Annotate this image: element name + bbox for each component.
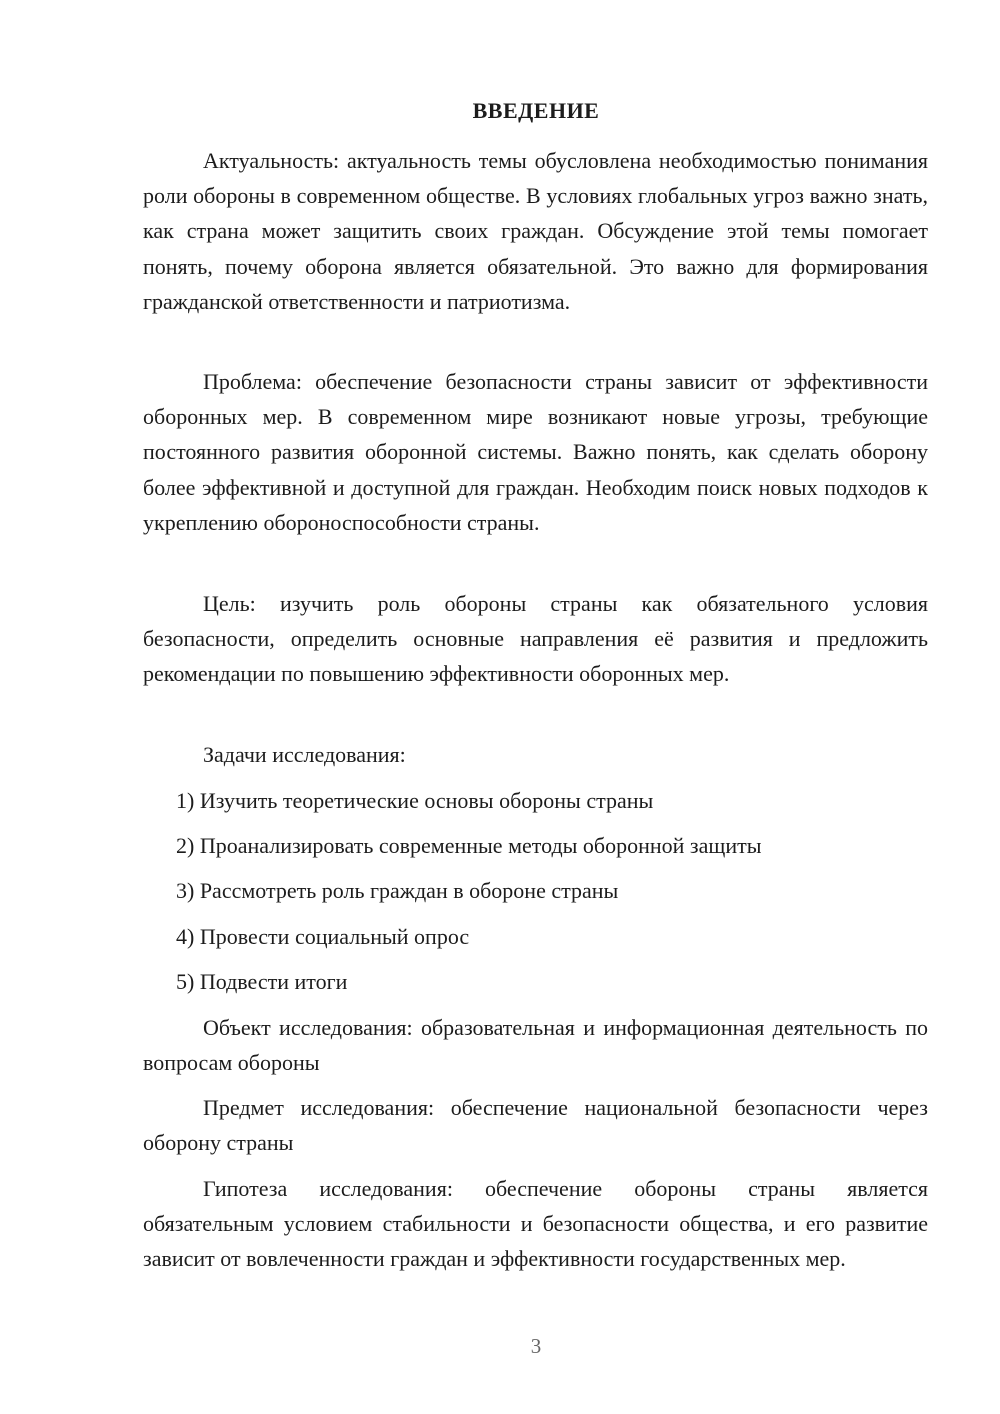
paragraph-relevance: Актуальность: актуальность темы обусловлена необходимостью понимания роли обороны в современном обществе. В условиях глобальных угроз важно знать, как страна может защитить своих граждан. Обсуждение этой темы помогает понять, почему оборона является обязательной. Это важно для формирования гражданской ответственности и патриотизма.	[143, 148, 928, 314]
tasks-heading: Задачи исследования:	[203, 742, 406, 767]
paragraph-goal: Цель: изучить роль обороны страны как обязательного условия безопасности, определить основные направления её развития и предложить рекомендации по повышению эффективности оборонных мер.	[143, 591, 928, 687]
page-number: 3	[530, 1334, 542, 1358]
paragraph-problem: Проблема: обеспечение безопасности страны зависит от эффективности оборонных мер. В современном мире возникают новые угрозы, требующие постоянного развития оборонной системы. Важно понять, как сделать оборону более эффективной и доступной для граждан. Необходим поиск новых подходов к укреплению обороноспособности страны.	[143, 369, 928, 535]
task-item-2: 2) Проанализировать современные методы оборонной защиты	[176, 833, 762, 858]
paragraph-hypothesis: Гипотеза исследования: обеспечение обороны страны является обязательным условием стабильности и безопасности общества, и его развитие зависит от вовлеченности граждан и эффективности государственных мер.	[143, 1176, 928, 1272]
task-item-4: 4) Провести социальный опрос	[176, 924, 470, 949]
task-item-1: 1) Изучить теоретические основы обороны страны	[176, 788, 654, 813]
paragraph-object: Объект исследования: образовательная и информационная деятельность по вопросам обороны	[143, 1015, 928, 1076]
task-item-3: 3) Рассмотреть роль граждан в обороне страны	[176, 878, 619, 903]
paragraph-subject: Предмет исследования: обеспечение национальной безопасности через оборону страны	[143, 1095, 928, 1156]
task-item-5: 5) Подвести итоги	[176, 969, 348, 994]
section-title: ВВЕДЕНИЕ	[472, 98, 600, 123]
